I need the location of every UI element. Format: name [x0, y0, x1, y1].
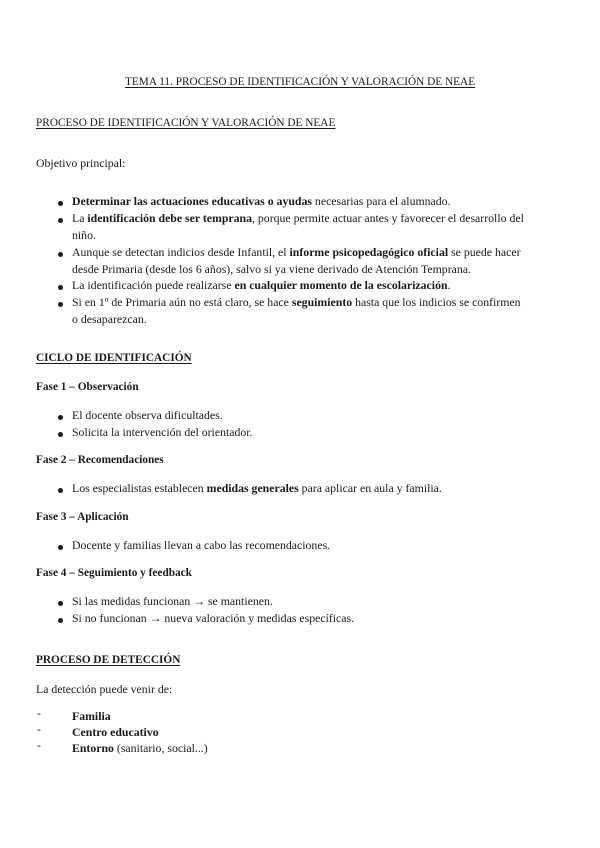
text-segment: Solicita la intervención del orientador. [72, 425, 253, 439]
bold-text: Entorno [72, 741, 114, 755]
list-item [72, 611, 354, 626]
list-item [72, 709, 111, 724]
bullet [58, 201, 63, 206]
bold-text: seguimiento [291, 295, 353, 309]
text-segment: , porque permite actuar antes y favorecer el desarrollo del [252, 211, 524, 225]
bullet [58, 488, 63, 493]
text-segment: Aunque se detectan indicios desde Infantil, el [72, 245, 290, 259]
list-item [72, 425, 253, 440]
list-item [72, 211, 524, 226]
list-item [72, 408, 223, 423]
text-segment: (sanitario, social...) [113, 741, 208, 755]
text-segment: se puede hacer [448, 245, 521, 259]
list-item [72, 295, 521, 310]
document-title: TEMA 11. PROCESO DE IDENTIFICACIÓN Y VALORACIÓN DE NEAE [125, 76, 476, 88]
bullet [58, 618, 63, 623]
text-segment: El docente observa dificultades. [72, 408, 223, 422]
section-heading-identificacion: PROCESO DE IDENTIFICACIÓN Y VALORACIÓN DE NEAE [36, 117, 336, 129]
dash-marker: - [37, 740, 41, 752]
list-item-continuation: desde Primaria (desde los 6 años), salvo si ya viene derivado de Atención Temprana. [72, 262, 471, 276]
dash-marker: - [37, 708, 41, 720]
text-segment: Si las medidas funcionan → se mantienen. [72, 594, 273, 608]
bold-text: en cualquier momento de la escolarización [234, 278, 448, 292]
phase-title: Fase 4 – Seguimiento y feedback [36, 567, 192, 579]
bullet [58, 285, 63, 290]
text-segment: Docente y familias llevan a cabo las recomendaciones. [72, 538, 331, 552]
deteccion-intro: La detección puede venir de: [36, 682, 173, 696]
bullet [58, 601, 63, 606]
text-segment: Si no funcionan → nueva valoración y medidas específicas. [72, 611, 355, 625]
text-segment: hasta que los indicios se confirmen [352, 295, 521, 309]
bold-text: Familia [72, 709, 111, 723]
bold-text: identificación debe ser temprana [87, 211, 252, 225]
bullet [58, 302, 63, 307]
list-item [72, 725, 159, 740]
bold-text: informe psicopedagógico oficial [289, 245, 449, 259]
list-item [72, 278, 451, 293]
section-heading-ciclo: CICLO DE IDENTIFICACIÓN [36, 352, 192, 364]
list-item [72, 245, 521, 260]
text-segment: para aplicar en aula y familia. [298, 481, 442, 495]
bullet [58, 415, 63, 420]
bullet [58, 432, 63, 437]
phase-title: Fase 2 – Recomendaciones [36, 454, 164, 466]
section-heading-deteccion: PROCESO DE DETECCIÓN [36, 654, 181, 666]
text-segment: Los especialistas establecen [72, 481, 207, 495]
text-segment: . [447, 278, 451, 292]
list-item [72, 194, 451, 209]
text-segment: Si en 1º de Primaria aún no está claro, se hace [72, 295, 292, 309]
bold-text: Determinar las actuaciones educativas o ayudas [72, 194, 312, 208]
bullet [58, 252, 63, 257]
objetivo-label: Objetivo principal: [36, 156, 126, 170]
dash-marker: - [37, 724, 41, 736]
list-item [72, 594, 273, 609]
phase-title: Fase 3 – Aplicación [36, 511, 129, 523]
bullet [58, 218, 63, 223]
bold-text: Centro educativo [72, 725, 159, 739]
list-item-continuation: niño. [72, 228, 96, 242]
list-item [72, 538, 330, 553]
list-item [72, 481, 442, 496]
text-segment: La [72, 211, 88, 225]
text-segment: necesarias para el alumnado. [311, 194, 451, 208]
phase-title: Fase 1 – Observación [36, 381, 139, 393]
bold-text: medidas generales [206, 481, 299, 495]
list-item [72, 741, 208, 756]
bullet [58, 545, 63, 550]
text-segment: La identificación puede realizarse [72, 278, 235, 292]
list-item-continuation: o desaparezcan. [72, 312, 147, 326]
